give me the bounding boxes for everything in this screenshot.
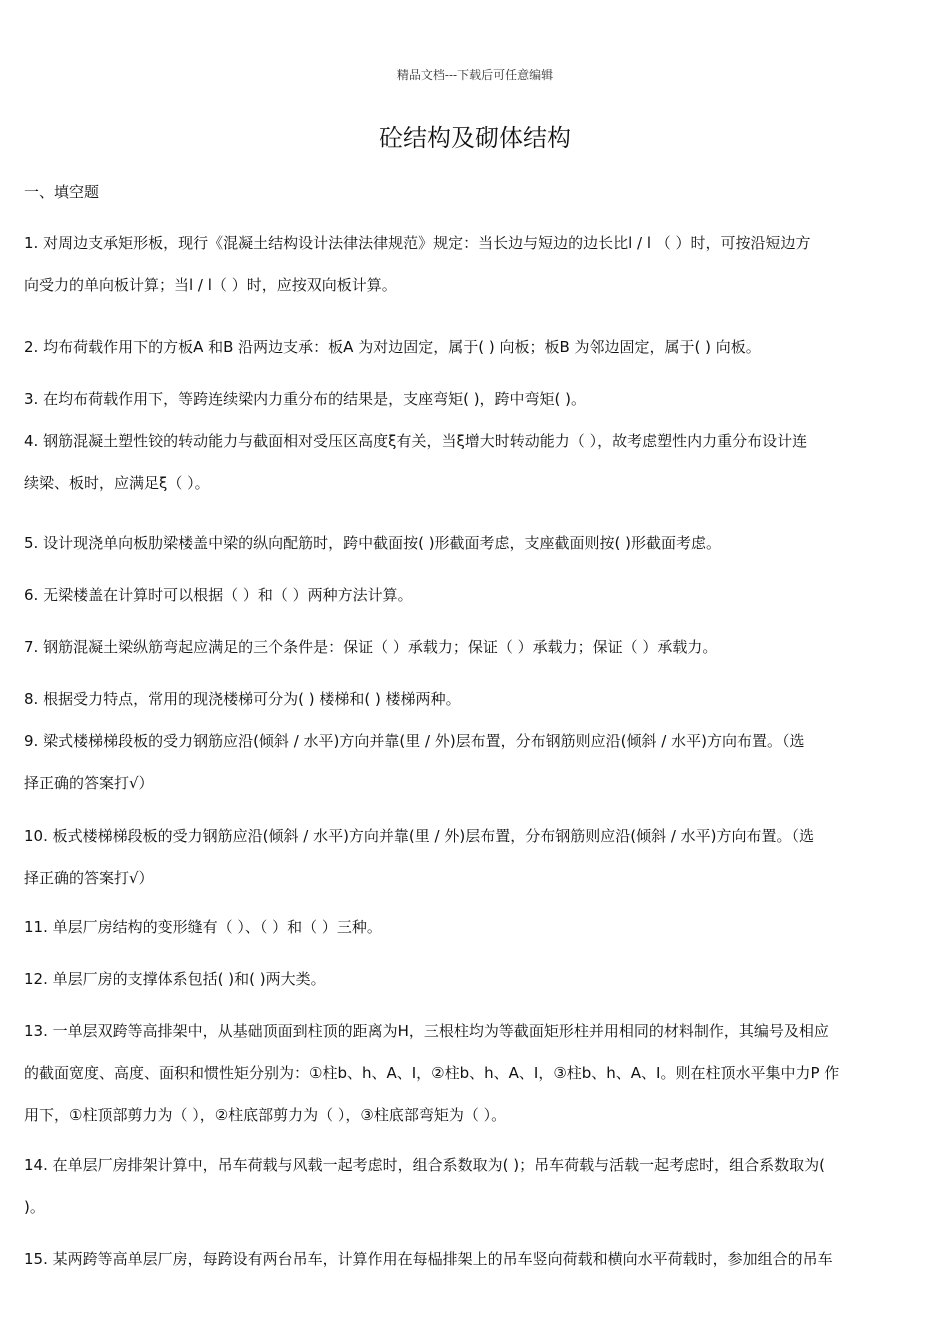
question-item [24, 378, 930, 420]
question-line: 2. 均布荷载作用下的方板A 和B 沿两边支承：板A 为对边固定，属于( ) 向板；板B 为邻边固定，属于( ) 向板。 [24, 338, 761, 356]
question-line: 15. 某两跨等高单层厂房，每跨设有两台吊车，计算作用在每榀排架上的吊车竖向荷载和横向水平荷载时，参加组合的吊车 [24, 1250, 833, 1268]
question-line: 择正确的答案打√） [24, 774, 154, 792]
question-line: )。 [24, 1198, 45, 1216]
question-line: 续梁、板时，应满足ξ（ ）。 [24, 474, 210, 492]
question-item [24, 815, 930, 899]
question-line: 择正确的答案打√） [24, 869, 154, 887]
question-line: 用下，①柱顶部剪力为（ ），②柱底部剪力为（ ），③柱底部弯矩为（ ）。 [24, 1106, 507, 1124]
question-line: 4. 钢筋混凝土塑性铰的转动能力与截面相对受压区高度ξ有关，当ξ增大时转动能力（ ），故考虑塑性内力重分布设计连 [24, 432, 808, 450]
question-item [24, 574, 930, 616]
question-line: 8. 根据受力特点，常用的现浇楼梯可分为( ) 楼梯和( ) 楼梯两种。 [24, 690, 461, 708]
question-line: 9. 梁式楼梯梯段板的受力钢筋应沿(倾斜 / 水平)方向并靠(里 / 外)层布置，分布钢筋则应沿(倾斜 / 水平)方向布置。（选 [24, 732, 805, 750]
question-line: 10. 板式楼梯梯段板的受力钢筋应沿(倾斜 / 水平)方向并靠(里 / 外)层布置，分布钢筋则应沿(倾斜 / 水平)方向布置。（选 [24, 827, 815, 845]
question-item [24, 420, 930, 504]
question-line: 11. 单层厂房结构的变形缝有（ ）、（ ）和（ ）三种。 [24, 918, 382, 936]
question-line: 14. 在单层厂房排架计算中，吊车荷载与风载一起考虑时，组合系数取为( )；吊车荷载与活载一起考虑时，组合系数取为( [24, 1156, 825, 1174]
question-item [24, 522, 930, 564]
question-line: 3. 在均布荷载作用下，等跨连续梁内力重分布的结果是，支座弯矩( )，跨中弯矩( )。 [24, 390, 587, 408]
question-item [24, 222, 930, 306]
question-item [24, 720, 930, 804]
question-line: 向受力的单向板计算；当l / l（ ）时，应按双向板计算。 [24, 276, 397, 294]
question-line: 的截面宽度、高度、面积和惯性矩分别为：①柱b、h、A、I，②柱b、h、A、I，③柱b、h、A、I。则在柱顶水平集中力P 作 [24, 1064, 840, 1082]
question-line: 5. 设计现浇单向板肋梁楼盖中梁的纵向配筋时，跨中截面按( )形截面考虑，支座截面则按( )形截面考虑。 [24, 534, 722, 552]
question-item [24, 626, 930, 668]
question-item [24, 906, 930, 948]
question-line: 12. 单层厂房的支撑体系包括( )和( )两大类。 [24, 970, 326, 988]
document-title: 砼结构及砌体结构 [379, 124, 571, 152]
page-header: 精品文档---下载后可任意编辑 [396, 68, 554, 82]
question-item [24, 326, 930, 368]
question-item [24, 678, 930, 720]
question-line: 7. 钢筋混凝土梁纵筋弯起应满足的三个条件是：保证（ ）承载力；保证（ ）承载力；保证（ ）承载力。 [24, 638, 718, 656]
question-item [24, 1010, 930, 1136]
question-line: 1. 对周边支承矩形板，现行《混凝土结构设计法律法律规范》规定：当长边与短边的边长比l / l （ ）时，可按沿短边方 [24, 234, 811, 252]
section-heading: 一、填空题 [24, 183, 100, 201]
question-item [24, 958, 930, 1000]
question-item [24, 1238, 930, 1280]
question-line: 13. 一单层双跨等高排架中，从基础顶面到柱顶的距离为H，三根柱均为等截面矩形柱并用相同的材料制作，其编号及相应 [24, 1022, 829, 1040]
question-item [24, 1144, 930, 1228]
question-line: 6. 无梁楼盖在计算时可以根据（ ）和（ ）两种方法计算。 [24, 586, 413, 604]
